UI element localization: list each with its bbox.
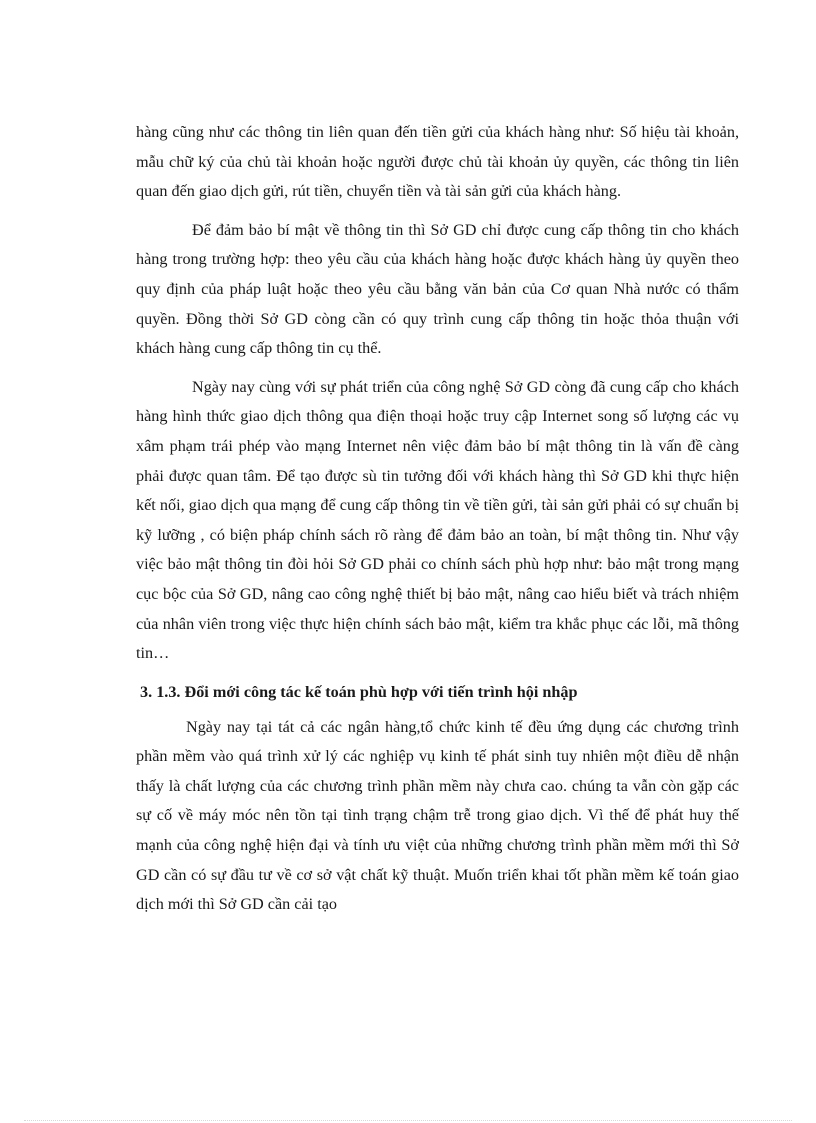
section-heading: 3. 1.3. Đổi mới công tác kế toán phù hợp với tiến trình hội nhập [140,682,578,701]
page-bottom-divider [24,1120,792,1121]
paragraph-continuation: hàng cũng như các thông tin liên quan đến tiền gửi của khách hàng như: Số hiệu tài khoản, mẫu chữ ký của chủ tài khoản hoặc người được chủ tài khoản ủy quyền, các thông tin liên quan đến giao dịch gửi, rút tiền, chuyển tiền và tài sản gửi của khách hàng. [136,123,739,201]
paragraph-internet-security: Ngày nay cùng với sự phát triển của công nghệ Sở GD còng đã cung cấp cho khách hàng hình thức giao dịch thông qua điện thoại hoặc truy cập Internet song số lượng các vụ xâm phạm trái phép vào mạng Internet nên việc đảm bảo bí mật thông tin là vấn đề càng phải được quan tâm. Để tạo được sù tin tưởng đối với khách hàng thì Sở GD khi thực hiện kết nối, giao dịch qua mạng để cung cấp thông tin về tiền gửi, tài sản gửi phải có sự chuẩn bị kỹ lưỡng , có biện pháp chính sách rõ ràng để đảm bảo an toàn, bí mật thông tin. Như vậy việc bảo mật thông tin đòi hỏi Sở GD phải co chính sách phù hợp như: bảo mật trong mạng cục bộc của Sở GD, nâng cao công nghệ thiết bị bảo mật, nâng cao hiểu biết và trách nhiệm của nhân viên trong việc thực hiện chính sách bảo mật, kiểm tra khắc phục các lỗi, mã thông tin… [136,377,739,663]
paragraph-confidentiality: Để đảm bảo bí mật về thông tin thì Sở GD chỉ được cung cấp thông tin cho khách hàng trong trường hợp: theo yêu cầu của khách hàng hoặc được khách hàng ủy quyền theo quy định của pháp luật hoặc theo yêu cầu bằng văn bản của Cơ quan Nhà nước có thẩm quyền. Đồng thời Sở GD còng cần có quy trình cung cấp thông tin hoặc thỏa thuận với khách hàng cung cấp thông tin cụ thể. [136,220,739,358]
document-body [136,118,739,920]
paragraph-accounting-software: Ngày nay tại tát cả các ngân hàng,tổ chức kinh tế đều ứng dụng các chương trình phần mềm vào quá trình xử lý các nghiệp vụ kinh tế phát sinh tuy nhiên một điều dễ nhận thấy là chất lượng của các chương trình phần mềm này chưa cao. chúng ta vẫn còn gặp các sự cố về máy móc nên tồn tại tình trạng chậm trễ trong giao dịch. Vì thế để phát huy thế mạnh của công nghệ hiện đại và tính ưu việt của những chương trình phần mềm mới thì Sở GD cần có sự đầu tư về cơ sở vật chất kỹ thuật. Muốn triển khai tốt phần mềm kế toán giao dịch mới thì Sở GD cần cải tạo [136,717,739,914]
